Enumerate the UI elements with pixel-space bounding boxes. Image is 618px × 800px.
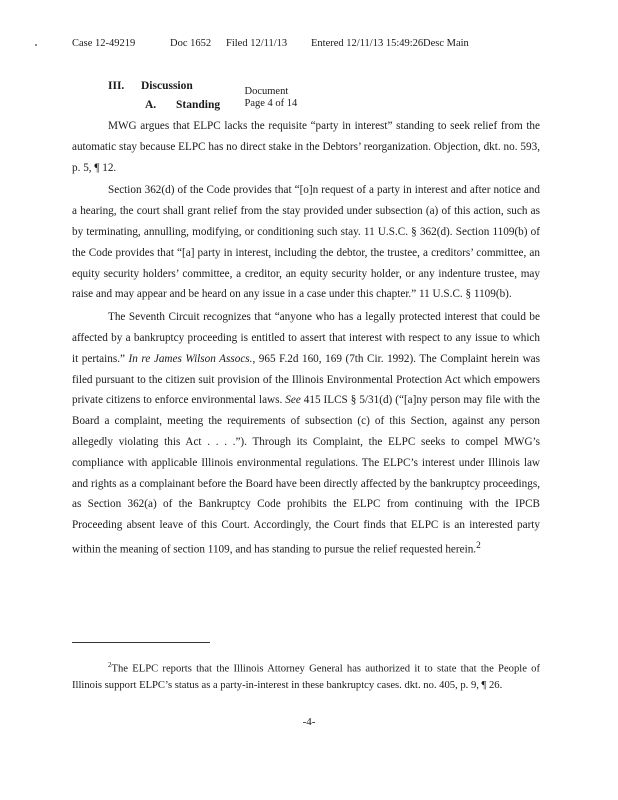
header-doc: Doc 1652 xyxy=(170,38,212,49)
header-case: Case 12-49219 xyxy=(72,38,136,49)
header-page: Page 4 of 14 xyxy=(244,98,298,109)
section-heading xyxy=(108,80,193,92)
see-signal: See xyxy=(285,394,301,407)
header-filed: Filed 12/11/13 xyxy=(226,38,288,49)
page-number: -4- xyxy=(302,716,316,728)
paragraph-3-part-c: 415 ILCS § 5/31(d) (“[a]ny person may file with the Board a complaint, meeting the requirements of subsection (c) of this Section, against any person allegedly violating this Act . . . .”). Through its Complaint, the ELPC seeks to compel MWG’s compliance with applicable Illinois environmental regulations. The ELPC’s interest under Illinois law and rights as a complainant before the Board have been directly affected by the bankruptcy proceedings, as Section 362(a) of the Bankruptcy Code prohibits the ELPC from continuing with the IPCB Proceeding absent leave of this Court. Accordingly, the Court finds that ELPC is an interested party within the meaning of section 1109, and has standing to pursue the relief requested herein. xyxy=(72,394,540,556)
footnote-marker: 2 xyxy=(108,661,112,669)
footnote xyxy=(72,657,540,694)
paragraph-1: MWG argues that ELPC lacks the requisite “party in interest” standing to seek relief from the automatic stay because ELPC has no direct stake in the Debtors’ reorganization. Objection, dkt. no. 593, p. 5, ¶ 12. xyxy=(72,120,540,174)
subsection-heading xyxy=(145,99,220,111)
case-citation: In re James Wilson Assocs. xyxy=(128,352,253,365)
footnote-text: The ELPC reports that the Illinois Attorney General has authorized it to state that the People of Illinois support ELPC’s status as a party-in-interest in these bankruptcy cases. dkt. no. 405, p. 9, ¶ 26. xyxy=(72,663,540,691)
footnote-reference: 2 xyxy=(476,540,481,551)
subsection-title: Standing xyxy=(176,99,221,111)
section-number: III. xyxy=(108,80,125,92)
header-document: Document xyxy=(244,86,289,97)
scan-mark xyxy=(35,44,37,46)
subsection-number: A. xyxy=(145,99,157,111)
paragraph-3-part-b: , 965 F.2d 160, 169 (7th Cir. 1992). The Complaint herein was filed pursuant to the citizen suit provision of the Illinois Environmental Protection Act which empowers private citizens to enforce environmental laws. xyxy=(72,352,540,407)
paragraph-3 xyxy=(72,307,540,560)
paragraph-2: Section 362(d) of the Code provides that “[o]n request of a party in interest and after notice and a hearing, the court shall grant relief from the stay provided under subsection (a) of this action, such as by terminating, annulling, modifying, or conditioning such stay. 11 U.S.C. § 362(d). Section 1109(b) of the Code provides that “[a] party in interest, including the debtor, the trustee, a creditors’ committee, an equity security holders’ committee, a creditor, an equity security holder, or any indenture trustee, may raise and may appear and be heard on any issue in a case under this chapter.” 11 U.S.C. § 1109(b). xyxy=(72,184,540,301)
header-entered: Entered 12/11/13 15:49:26 xyxy=(311,38,424,49)
section-title: Discussion xyxy=(141,80,193,92)
paragraph-3-part-a: The Seventh Circuit recognizes that “anyone who has a legally protected interest that could be affected by a bankruptcy proceeding is entitled to assert that interest with respect to any issue to which it pertains.” xyxy=(72,311,540,365)
body-text xyxy=(72,116,540,562)
header-desc: Desc Main xyxy=(423,38,469,49)
footnote-divider xyxy=(72,642,210,643)
